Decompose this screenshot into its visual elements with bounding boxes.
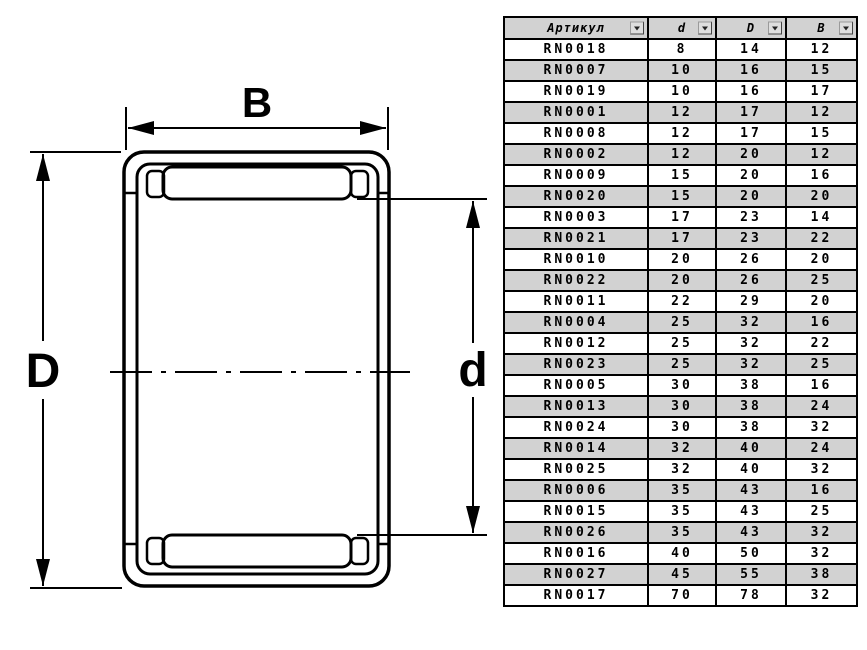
value-cell: 16 — [786, 165, 857, 186]
arrowhead-B-right — [360, 121, 386, 135]
table-row — [504, 207, 857, 228]
article-cell: RN0003 — [504, 207, 648, 228]
value-cell: 20 — [716, 186, 786, 207]
filter-dropdown-button-B[interactable] — [839, 22, 853, 35]
table-row — [504, 501, 857, 522]
value-cell: 14 — [786, 207, 857, 228]
value-cell: 14 — [716, 39, 786, 60]
article-cell: RN0002 — [504, 144, 648, 165]
dim-label-D: D — [25, 345, 61, 398]
article-cell: RN0007 — [504, 60, 648, 81]
arrowhead-d-top — [466, 201, 480, 228]
value-cell: 20 — [786, 186, 857, 207]
value-cell: 45 — [648, 564, 716, 585]
col-header-B-label: B — [817, 21, 826, 35]
value-cell: 16 — [786, 480, 857, 501]
table-row — [504, 333, 857, 354]
value-cell: 43 — [716, 522, 786, 543]
article-cell: RN0026 — [504, 522, 648, 543]
article-cell: RN0006 — [504, 480, 648, 501]
article-cell: RN0012 — [504, 333, 648, 354]
value-cell: 20 — [786, 249, 857, 270]
value-cell: 24 — [786, 438, 857, 459]
table-row — [504, 60, 857, 81]
needle-roller-top — [163, 167, 351, 199]
value-cell: 16 — [716, 60, 786, 81]
value-cell: 38 — [716, 375, 786, 396]
value-cell: 15 — [648, 186, 716, 207]
article-cell: RN0024 — [504, 417, 648, 438]
retainer-lip-top-left — [147, 171, 164, 197]
article-cell: RN0011 — [504, 291, 648, 312]
article-cell: RN0022 — [504, 270, 648, 291]
table-row — [504, 291, 857, 312]
col-header-article — [504, 17, 648, 39]
bearing-outer-shell — [124, 152, 389, 586]
header-row — [504, 17, 857, 39]
article-cell: RN0016 — [504, 543, 648, 564]
article-cell: RN0017 — [504, 585, 648, 606]
value-cell: 17 — [716, 123, 786, 144]
arrowhead-D-top — [36, 154, 50, 181]
article-cell: RN0018 — [504, 39, 648, 60]
value-cell: 12 — [786, 102, 857, 123]
value-cell: 23 — [716, 207, 786, 228]
table-row — [504, 564, 857, 585]
table-row — [504, 585, 857, 606]
value-cell: 22 — [786, 228, 857, 249]
table-row — [504, 396, 857, 417]
value-cell: 25 — [786, 501, 857, 522]
value-cell: 12 — [648, 123, 716, 144]
value-cell: 17 — [716, 102, 786, 123]
table-row — [504, 144, 857, 165]
value-cell: 32 — [648, 459, 716, 480]
article-cell: RN0023 — [504, 354, 648, 375]
value-cell: 10 — [648, 81, 716, 102]
value-cell: 32 — [716, 312, 786, 333]
value-cell: 35 — [648, 480, 716, 501]
value-cell: 32 — [786, 543, 857, 564]
value-cell: 40 — [716, 459, 786, 480]
table-row — [504, 81, 857, 102]
table-row — [504, 186, 857, 207]
table-row — [504, 228, 857, 249]
col-header-article-label: Артикул — [547, 21, 605, 35]
dim-label-d: d — [458, 344, 488, 397]
value-cell: 32 — [716, 354, 786, 375]
value-cell: 8 — [648, 39, 716, 60]
value-cell: 38 — [716, 417, 786, 438]
table-row — [504, 522, 857, 543]
bearing-inner-wall — [137, 164, 378, 574]
filter-dropdown-button-article[interactable] — [630, 22, 644, 35]
article-cell: RN0015 — [504, 501, 648, 522]
article-cell: RN0009 — [504, 165, 648, 186]
value-cell: 26 — [716, 249, 786, 270]
table-row — [504, 459, 857, 480]
value-cell: 38 — [716, 396, 786, 417]
value-cell: 20 — [786, 291, 857, 312]
article-cell: RN0005 — [504, 375, 648, 396]
arrowhead-D-bottom — [36, 559, 50, 586]
retainer-lip-bottom-left — [147, 538, 164, 564]
value-cell: 32 — [648, 438, 716, 459]
article-cell: RN0014 — [504, 438, 648, 459]
table-row — [504, 39, 857, 60]
value-cell: 24 — [786, 396, 857, 417]
value-cell: 32 — [786, 522, 857, 543]
filter-dropdown-button-D[interactable] — [768, 22, 782, 35]
article-cell: RN0020 — [504, 186, 648, 207]
value-cell: 30 — [648, 375, 716, 396]
value-cell: 30 — [648, 396, 716, 417]
value-cell: 25 — [648, 354, 716, 375]
table-row — [504, 102, 857, 123]
spec-table-body — [504, 39, 857, 606]
value-cell: 12 — [648, 102, 716, 123]
value-cell: 35 — [648, 522, 716, 543]
article-cell: RN0027 — [504, 564, 648, 585]
value-cell: 12 — [648, 144, 716, 165]
table-row — [504, 375, 857, 396]
table-row — [504, 417, 857, 438]
value-cell: 16 — [786, 375, 857, 396]
value-cell: 17 — [786, 81, 857, 102]
value-cell: 35 — [648, 501, 716, 522]
value-cell: 20 — [648, 270, 716, 291]
spec-table — [503, 16, 858, 607]
value-cell: 20 — [648, 249, 716, 270]
chevron-down-icon — [702, 26, 708, 30]
table-row — [504, 270, 857, 291]
value-cell: 25 — [648, 333, 716, 354]
value-cell: 30 — [648, 417, 716, 438]
article-cell: RN0010 — [504, 249, 648, 270]
value-cell: 78 — [716, 585, 786, 606]
retainer-lip-bottom-right — [351, 538, 368, 564]
value-cell: 10 — [648, 60, 716, 81]
value-cell: 50 — [716, 543, 786, 564]
table-row — [504, 480, 857, 501]
col-header-d-label: d — [677, 21, 687, 35]
value-cell: 16 — [786, 312, 857, 333]
value-cell: 32 — [786, 417, 857, 438]
value-cell: 12 — [786, 144, 857, 165]
table-row — [504, 249, 857, 270]
value-cell: 16 — [716, 81, 786, 102]
value-cell: 15 — [786, 123, 857, 144]
article-cell: RN0008 — [504, 123, 648, 144]
value-cell: 32 — [716, 333, 786, 354]
article-cell: RN0019 — [504, 81, 648, 102]
table-row — [504, 123, 857, 144]
value-cell: 32 — [786, 459, 857, 480]
value-cell: 20 — [716, 144, 786, 165]
needle-roller-bottom — [163, 535, 351, 567]
chevron-down-icon — [772, 26, 778, 30]
col-header-D-label: D — [746, 21, 756, 35]
chevron-down-icon — [634, 26, 640, 30]
article-cell: RN0013 — [504, 396, 648, 417]
value-cell: 26 — [716, 270, 786, 291]
value-cell: 32 — [786, 585, 857, 606]
value-cell: 43 — [716, 501, 786, 522]
value-cell: 15 — [648, 165, 716, 186]
filter-dropdown-button-d[interactable] — [698, 22, 712, 35]
value-cell: 43 — [716, 480, 786, 501]
value-cell: 70 — [648, 585, 716, 606]
dim-label-B: B — [241, 79, 273, 126]
value-cell: 25 — [648, 312, 716, 333]
value-cell: 22 — [786, 333, 857, 354]
chevron-down-icon — [843, 26, 849, 30]
col-header-d — [648, 17, 716, 39]
article-cell: RN0004 — [504, 312, 648, 333]
table-row — [504, 543, 857, 564]
value-cell: 17 — [648, 207, 716, 228]
article-cell: RN0021 — [504, 228, 648, 249]
table-row — [504, 165, 857, 186]
col-header-B — [786, 17, 857, 39]
arrowhead-B-left — [128, 121, 154, 135]
article-cell: RN0025 — [504, 459, 648, 480]
value-cell: 25 — [786, 270, 857, 291]
value-cell: 12 — [786, 39, 857, 60]
value-cell: 40 — [716, 438, 786, 459]
value-cell: 40 — [648, 543, 716, 564]
value-cell: 55 — [716, 564, 786, 585]
value-cell: 29 — [716, 291, 786, 312]
value-cell: 20 — [716, 165, 786, 186]
value-cell: 25 — [786, 354, 857, 375]
value-cell: 15 — [786, 60, 857, 81]
col-header-D — [716, 17, 786, 39]
table-row — [504, 312, 857, 333]
article-cell: RN0001 — [504, 102, 648, 123]
retainer-lip-top-right — [351, 171, 368, 197]
arrowhead-d-bottom — [466, 506, 480, 533]
table-row — [504, 354, 857, 375]
value-cell: 17 — [648, 228, 716, 249]
value-cell: 23 — [716, 228, 786, 249]
table-row — [504, 438, 857, 459]
spec-table-header — [504, 17, 857, 39]
value-cell: 22 — [648, 291, 716, 312]
value-cell: 38 — [786, 564, 857, 585]
